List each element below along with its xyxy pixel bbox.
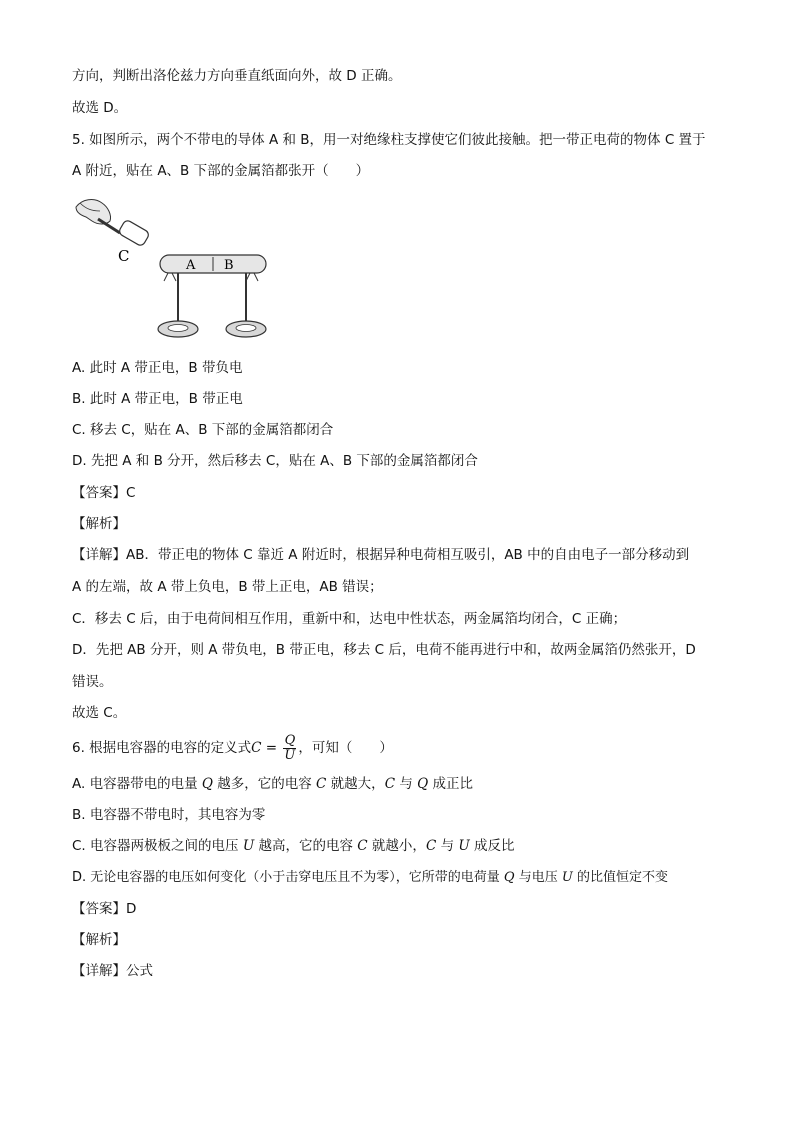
label-c: C (118, 247, 130, 265)
analysis-6-heading: 【解析】 (72, 932, 126, 948)
question-5-stem: A 附近，贴在 A、B 下部的金属箔都张开（ ） (72, 163, 370, 179)
option-b: B. 此时 A 带正电，B 带正电 (72, 391, 243, 407)
q6-option-d: D. 无论电容器的电压如何变化（小于击穿电压且不为零），它所带的电荷量 Q 与电压 U 的比值恒定不变 (72, 870, 668, 885)
analysis-5-heading: 【解析】 (72, 516, 126, 532)
q6-option-a: A. 电容器带电的电量 Q 越多，它的电容 C 就越大，C 与 Q 成正比 (72, 776, 473, 792)
option-a: A. 此时 A 带正电，B 带负电 (72, 360, 243, 376)
text-line: 方向，判断出洛伦兹力方向垂直纸面向外，故 D 正确。 (72, 68, 402, 84)
label-a: A (186, 258, 196, 273)
charged-rod-c (118, 219, 150, 247)
text-line: 故选 D。 (72, 100, 128, 116)
foil-b (246, 273, 258, 281)
q6-option-b: B. 电容器不带电时，其电容为零 (72, 807, 266, 823)
explanation-5: C．移去 C 后，由于电荷间相互作用，重新中和，达电中性状态，两金属箔均闭合，C 正确； (72, 611, 627, 627)
explanation-5: D．先把 AB 分开，则 A 带负电，B 带正电，移去 C 后，电荷不能再进行中和，故两金属箔仍然张开，D (72, 642, 696, 658)
q6-option-c: C. 电容器两极板之间的电压 U 越高，它的电容 C 就越小，C 与 U 成反比 (72, 838, 515, 854)
answer-5: 【答案】C (72, 485, 136, 501)
answer-6: 【答案】D (72, 901, 137, 917)
explanation-5: A 的左端，故 A 带上负电，B 带上正电，AB 错误； (72, 579, 383, 595)
hand-icon (76, 200, 111, 224)
electroscope-figure (72, 195, 272, 345)
foil-a (164, 273, 176, 281)
selection-5: 故选 C。 (72, 705, 127, 721)
question-6-stem: 6. 根据电容器的电容的定义式C = $\frac{Q}{U}$ ，可知（ ） (72, 732, 393, 763)
label-b: B (224, 258, 234, 273)
question-5-stem: 5. 如图所示，两个不带电的导体 A 和 B，用一对绝缘柱支撑使它们彼此接触。把一带正电荷的物体 C 置于 (72, 132, 706, 148)
option-c: C. 移去 C，贴在 A、B 下部的金属箔都闭合 (72, 422, 334, 438)
explanation-5: 错误。 (72, 674, 113, 690)
capacitance-fraction: $\frac{Q}{U}$ (284, 732, 296, 763)
explanation-6: 【详解】公式 (72, 963, 153, 979)
explanation-5: 【详解】AB．带正电的物体 C 靠近 A 附近时，根据异种电荷相互吸引，AB 中的自由电子一部分移动到 (72, 547, 690, 563)
option-d: D. 先把 A 和 B 分开，然后移去 C，贴在 A、B 下部的金属箔都闭合 (72, 453, 478, 469)
